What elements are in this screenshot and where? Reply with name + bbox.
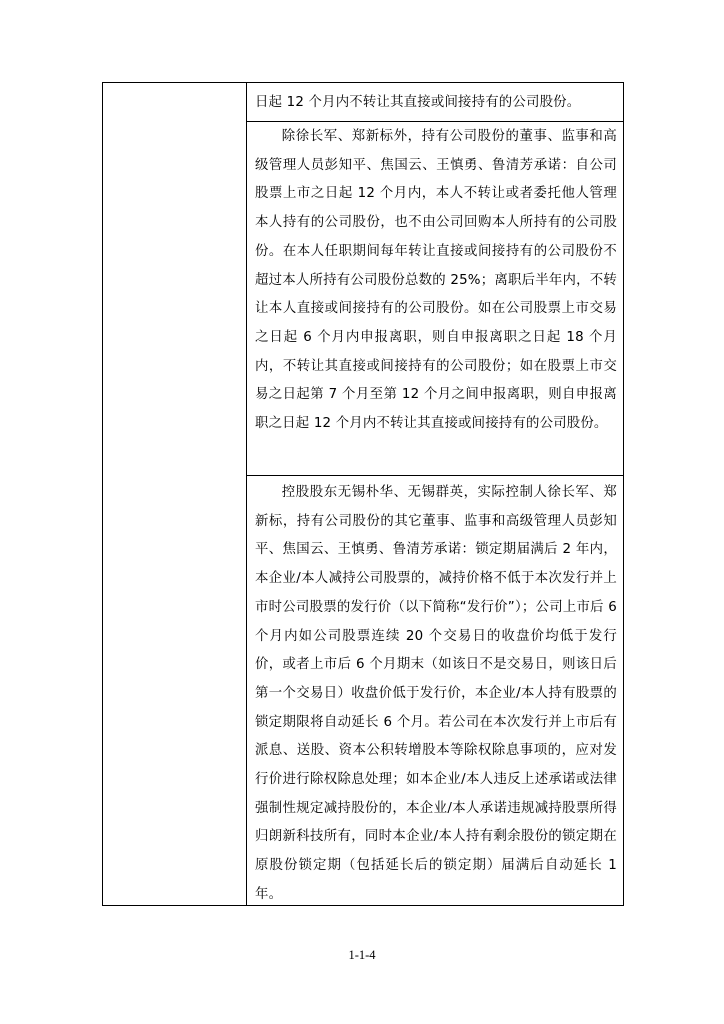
row-divider <box>247 121 623 122</box>
paragraph-director-commitment: 除徐长军、郑新标外，持有公司股份的董事、监事和高级管理人员彭知平、焦国云、王慎勇、鲁清芳承诺：自公司股票上市之日起 12 个月内，本人不转让或者委托他人管理本人持有的公司股份，也不由公司回购本人所持有的公司股份。在本人任职期间每年转让直接或间接持有的公司股份不超过本人所持有公司股份总数的 25%；离职后半年内，不转让本人直接或间接持有的公司股份。如在公司股票上市交易之日起 6 个月内申报离职，则自申报离职之日起 18 个月内，不转让其直接或间接持有的公司股份；如在股票上市交易之日起第 7 个月至第 12 个月之间申报离职，则自申报离职之日起 12 个月内不转让其直接或间接持有的公司股份。 <box>255 129 617 432</box>
paragraph-continuation: 日起 12 个月内不转让其直接或间接持有的公司股份。 <box>255 95 581 110</box>
row-divider <box>247 475 623 476</box>
table-left-column <box>103 83 247 905</box>
page-number: 1-1-4 <box>348 948 376 962</box>
commitment-table <box>102 82 624 906</box>
paragraph-controlling-shareholder-commitment: 控股股东无锡朴华、无锡群英，实际控制人徐长军、郑新标，持有公司股份的其它董事、监事和高级管理人员彭知平、焦国云、王慎勇、鲁清芳承诺：锁定期届满后 2 年内，本企业/本人减持公司股票的，减持价格不低于本次发行并上市时公司股票的发行价（以下简称“发行价”）；公司上市后 6 个月内如公司股票连续 20 个交易日的收盘价均低于发行价，或者上市后 6 个月期末（如该日不是交易日，则该日后第一个交易日）收盘价低于发行价，本企业/本人持有股票的锁定期限将自动延长 6 个月。若公司在本次发行并上市后有派息、送股、资本公积转增股本等除权除息事项的，应对发行价进行除权除息处理；如本企业/本人违反上述承诺或法律强制性规定减持股份的，本企业/本人承诺违规减持股票所得归朗新科技所有，同时本企业/本人持有剩余股份的锁定期在原股份锁定期（包括延长后的锁定期）届满后自动延长 1 年。 <box>255 485 617 902</box>
table-right-column <box>247 83 623 905</box>
